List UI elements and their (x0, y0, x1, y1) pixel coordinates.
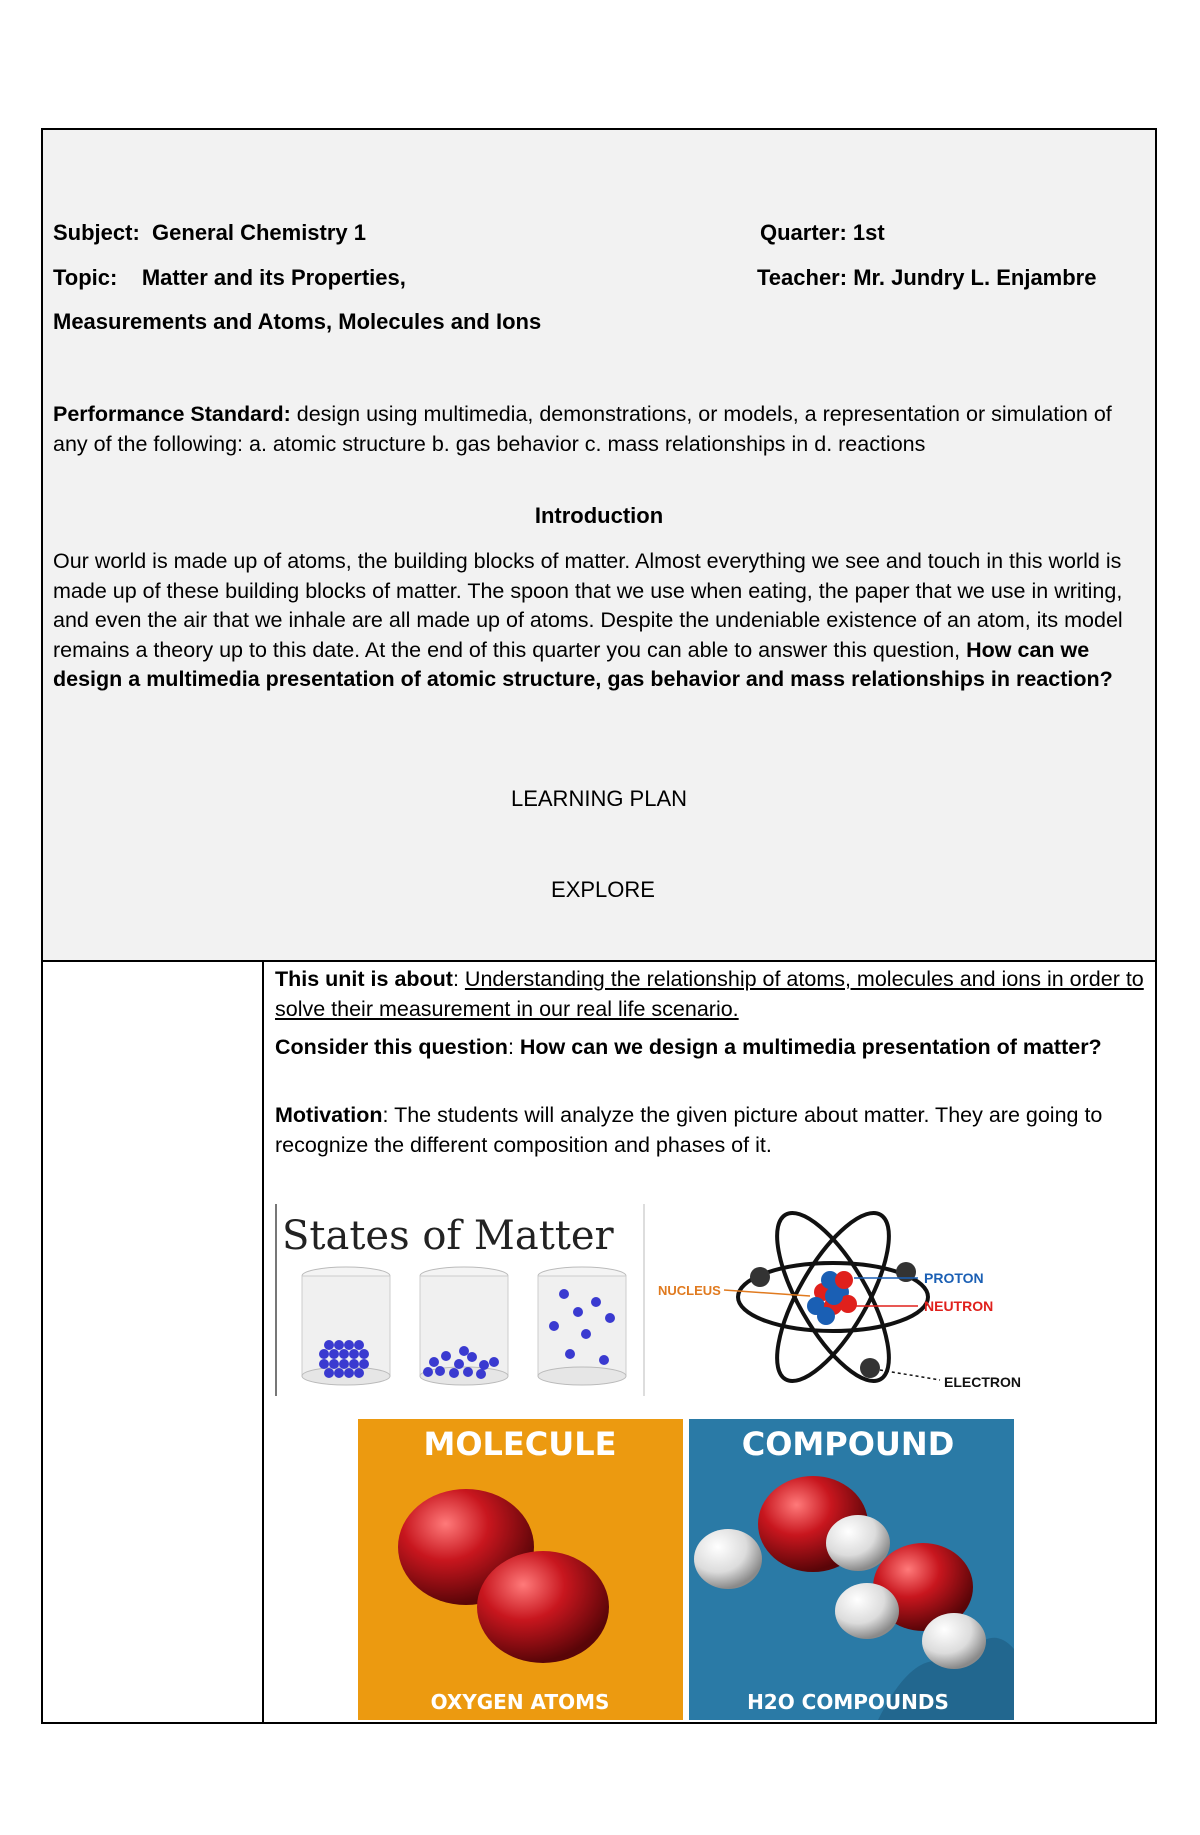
quarter-line (760, 220, 885, 246)
proton-label: PROTON (924, 1270, 984, 1286)
nucleus-label: NUCLEUS (658, 1283, 721, 1298)
teacher-line (757, 265, 1096, 291)
performance-text: design using multimedia, demonstrations, or models, a representation or simulation of any of the following: a. atomic structure b. gas behavior c. mass relationships in d. reactions (53, 402, 1112, 456)
unit-label: This unit is about (275, 967, 453, 991)
unit-about: This unit is about: Understanding the relationship of atoms, molecules and ions in order to solve their measurement in our real life scenario. (275, 967, 1144, 1021)
explore-heading: EXPLORE (551, 877, 655, 902)
lesson-table (41, 128, 1157, 1724)
teacher-label: Teacher: (757, 265, 848, 290)
motivation-label: Motivation (275, 1103, 383, 1127)
quarter-label: Quarter: (760, 220, 847, 245)
topic-line-2: Measurements and Atoms, Molecules and Ions (53, 309, 542, 334)
right-column-cell (264, 962, 1155, 1722)
subject-label: Subject: (53, 220, 140, 245)
subject-value: General Chemistry 1 (152, 220, 367, 245)
left-column-cell (43, 962, 264, 1722)
molecule-caption: OXYGEN ATOMS (430, 1690, 610, 1714)
header-cell (43, 130, 1155, 962)
subject-line (53, 220, 366, 246)
performance-label: Performance Standard: (53, 402, 291, 426)
consider-label: Consider this question (275, 1035, 508, 1059)
consider-question: Consider this question: How can we design a multimedia presentation of matter? (275, 1035, 1102, 1059)
introduction-heading: Introduction (534, 503, 664, 528)
introduction-question: How can we design a multimedia presentation of atomic structure, gas behavior and mass relationships in reaction? (53, 637, 1113, 691)
solid-beaker (302, 1267, 390, 1385)
atom-structure-image (658, 1192, 1038, 1402)
consider-text: How can we design a multimedia presentation of matter? (519, 1035, 1102, 1059)
motivation-text: The students will analyze the given picture about matter. They are going to recognize the different composition and phases of it. (275, 1103, 1103, 1157)
topic-value: Matter and its Properties, (141, 265, 406, 290)
performance-standard (53, 400, 1143, 459)
nucleus (807, 1271, 857, 1325)
molecule-compound-image (358, 1419, 1014, 1720)
liquid-beaker (420, 1267, 508, 1385)
quarter-value: 1st (852, 220, 885, 245)
learning-plan-heading: LEARNING PLAN (510, 786, 688, 811)
motivation: Motivation: The students will analyze the given picture about matter. They are going to recognize the different composition and phases of it. (275, 1103, 1103, 1157)
topic-label: Topic: (53, 265, 118, 290)
gas-beaker (538, 1267, 626, 1385)
unit-text: Understanding the relationship of atoms, molecules and ions in order to solve their measurement in our real life scenario. (275, 967, 1144, 1021)
introduction-text (53, 547, 1143, 695)
electron-label: ELECTRON (944, 1374, 1021, 1390)
states-title: States of Matter (282, 1213, 614, 1259)
compound-title: COMPOUND (741, 1425, 955, 1463)
states-of-matter-image (274, 1204, 646, 1396)
topic-line (53, 265, 406, 291)
teacher-value: Mr. Jundry L. Enjambre (853, 265, 1097, 290)
neutron-label: NEUTRON (924, 1298, 994, 1314)
molecule-title: MOLECULE (423, 1425, 617, 1463)
introduction-body: Our world is made up of atoms, the building blocks of matter. Almost everything we see and touch in this world is made up of these building blocks of matter. The spoon that we use when eating, the paper that we use in writing, and even the air that we inhale are all made up of atoms. Despite the undeniable existence of an atom, its model remains a theory up to this date. At the end of this quarter you can able to answer this question, (53, 549, 1123, 662)
compound-caption: H2O COMPOUNDS (747, 1690, 949, 1714)
